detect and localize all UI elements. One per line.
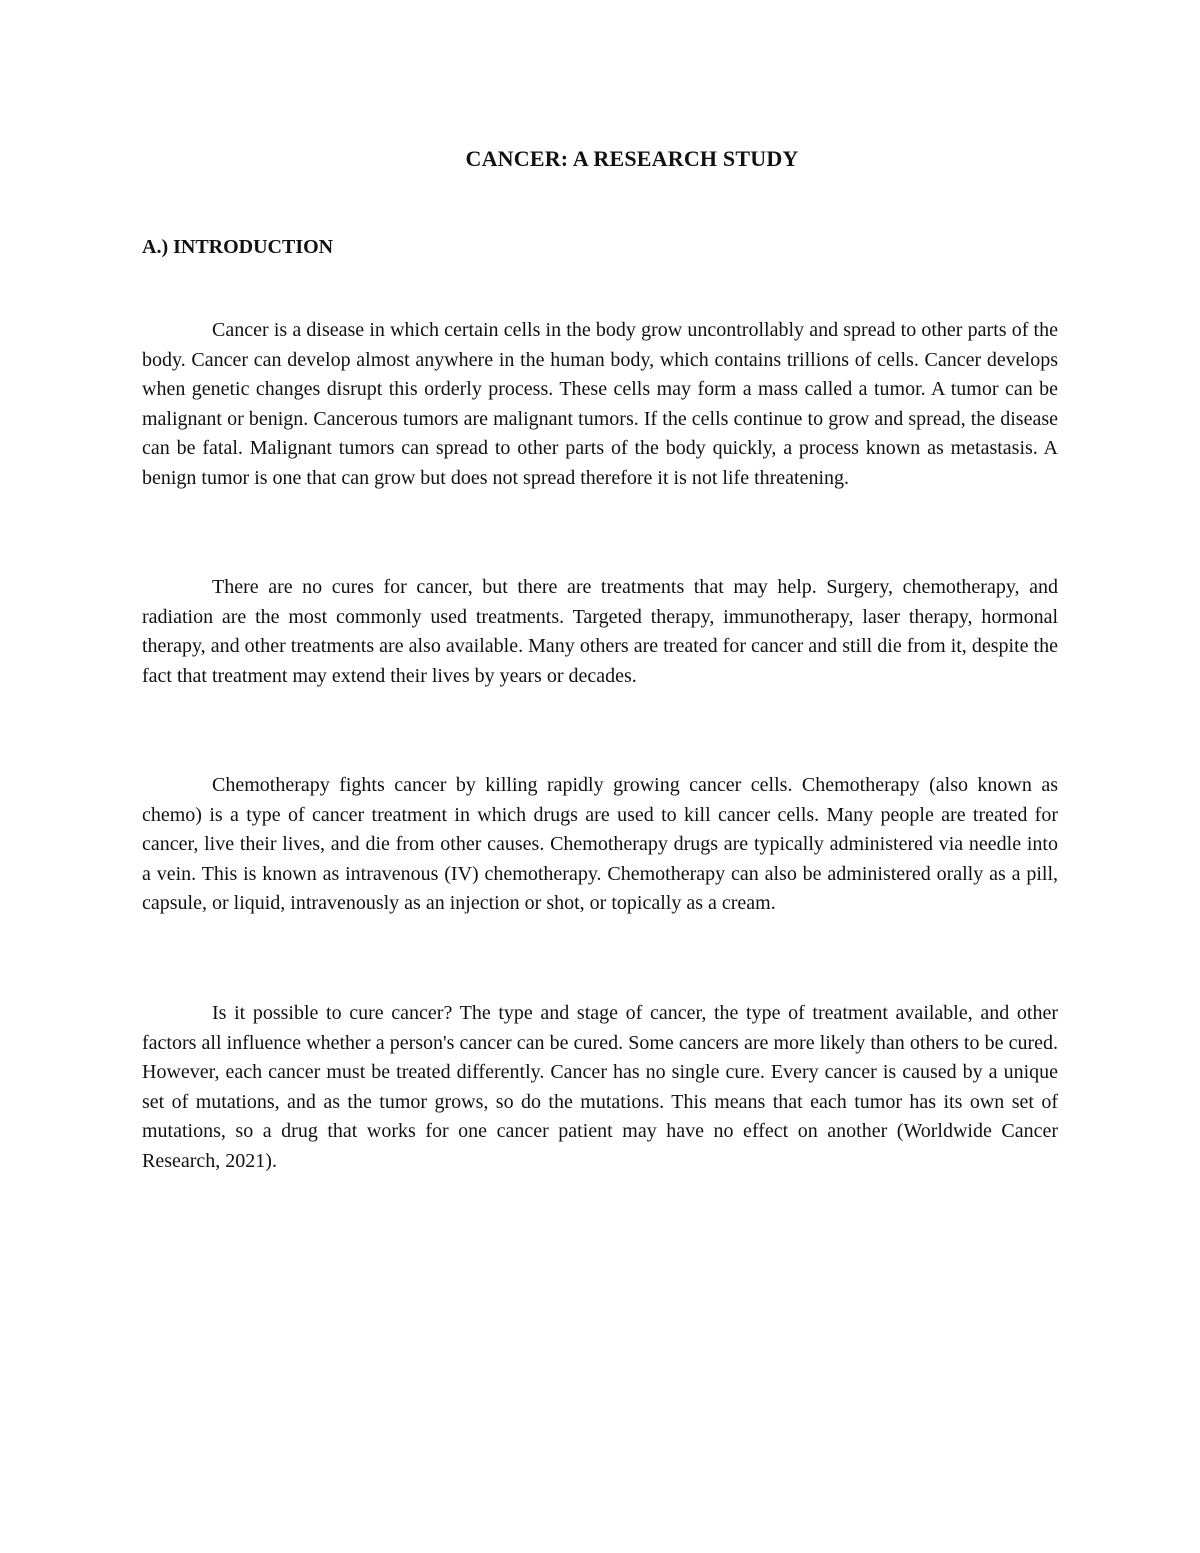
document-title: CANCER: A RESEARCH STUDY — [465, 146, 799, 171]
paragraph-cure: Is it possible to cure cancer? The type and stage of cancer, the type of treatment available, and other factors all influence whether a person's cancer can be cured. Some cancers are more likely than others to be cured. However, each cancer must be treated differently. Cancer has no single cure. Every cancer is caused by a unique set of mutations, and as the tumor grows, so do the mutations. This means that each tumor has its own set of mutations, so a drug that works for one cancer patient may have no effect on another (Worldwide Cancer Research, 2021). — [142, 1002, 1058, 1172]
section-heading-introduction: A.) INTRODUCTION — [142, 236, 334, 258]
paragraph-treatments: There are no cures for cancer, but there are treatments that may help. Surgery, chemotherapy, and radiation are the most commonly used treatments. Targeted therapy, immunotherapy, laser therapy, hormonal therapy, and other treatments are also available. Many others are treated for cancer and still die from it, despite the fact that treatment may extend their lives by years or decades. — [142, 576, 1058, 687]
paragraph-cancer-definition: Cancer is a disease in which certain cells in the body grow uncontrollably and spread to other parts of the body. Cancer can develop almost anywhere in the human body, which contains trillions of cells. Cancer develops when genetic changes disrupt this orderly process. These cells may form a mass called a tumor. A tumor can be malignant or benign. Cancerous tumors are malignant tumors. If the cells continue to grow and spread, the disease can be fatal. Malignant tumors can spread to other parts of the body quickly, a process known as metastasis. A benign tumor is one that can grow but does not spread therefore it is not life threatening. — [142, 319, 1058, 489]
paragraph-chemotherapy: Chemotherapy fights cancer by killing rapidly growing cancer cells. Chemotherapy (also known as chemo) is a type of cancer treatment in which drugs are used to kill cancer cells. Many people are treated for cancer, live their lives, and die from other causes. Chemotherapy drugs are typically administered via needle into a vein. This is known as intravenous (IV) chemotherapy. Chemotherapy can also be administered orally as a pill, capsule, or liquid, intravenously as an injection or shot, or topically as a cream. — [142, 774, 1058, 914]
